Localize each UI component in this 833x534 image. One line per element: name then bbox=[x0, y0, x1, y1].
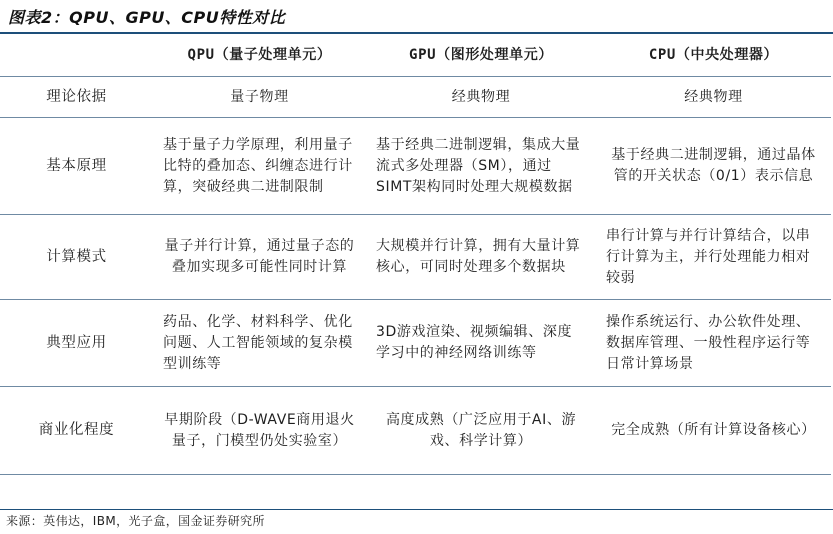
row-label-commercialization: 商业化程度 bbox=[0, 387, 153, 475]
cell-gpu-principle: 基于经典二进制逻辑，集成大量流式多处理器（SM），通过SIMT架构同时处理大规模数据 bbox=[366, 118, 596, 215]
header-qpu: QPU（量子处理单元） bbox=[153, 34, 366, 77]
header-gpu: GPU（图形处理单元） bbox=[366, 34, 596, 77]
header-cpu: CPU（中央处理器） bbox=[596, 34, 831, 77]
header-corner bbox=[0, 34, 153, 77]
source-rule bbox=[0, 509, 833, 510]
row-label-theory: 理论依据 bbox=[0, 77, 153, 118]
cell-cpu-commercialization: 完全成熟（所有计算设备核心） bbox=[596, 387, 831, 475]
cell-qpu-theory: 量子物理 bbox=[153, 77, 366, 118]
cell-qpu-principle: 基于量子力学原理，利用量子比特的叠加态、纠缠态进行计算，突破经典二进制限制 bbox=[153, 118, 366, 215]
cell-cpu-compute-mode: 串行计算与并行计算结合，以串行计算为主，并行处理能力相对较弱 bbox=[596, 215, 831, 300]
row-label-compute-mode: 计算模式 bbox=[0, 215, 153, 300]
figure-title: 图表2：QPU、GPU、CPU特性对比 bbox=[8, 8, 286, 27]
table-header-row bbox=[0, 34, 831, 77]
table-row bbox=[0, 300, 831, 387]
cell-cpu-theory: 经典物理 bbox=[596, 77, 831, 118]
cell-gpu-compute-mode: 大规模并行计算，拥有大量计算核心，可同时处理多个数据块 bbox=[366, 215, 596, 300]
cell-gpu-theory: 经典物理 bbox=[366, 77, 596, 118]
row-label-applications: 典型应用 bbox=[0, 300, 153, 387]
cell-qpu-applications: 药品、化学、材料科学、优化问题、人工智能领域的复杂模型训练等 bbox=[153, 300, 366, 387]
cell-qpu-compute-mode: 量子并行计算，通过量子态的叠加实现多可能性同时计算 bbox=[153, 215, 366, 300]
table-row bbox=[0, 77, 831, 118]
cell-cpu-applications: 操作系统运行、办公软件处理、数据库管理、一般性程序运行等日常计算场景 bbox=[596, 300, 831, 387]
cell-gpu-commercialization: 高度成熟（广泛应用于AI、游戏、科学计算） bbox=[366, 387, 596, 475]
cell-gpu-applications: 3D游戏渲染、视频编辑、深度学习中的神经网络训练等 bbox=[366, 300, 596, 387]
source-note: 来源：英伟达，IBM，光子盒，国金证券研究所 bbox=[6, 514, 265, 528]
table-row bbox=[0, 118, 831, 215]
row-label-principle: 基本原理 bbox=[0, 118, 153, 215]
cell-qpu-commercialization: 早期阶段（D-WAVE商用退火量子，门模型仍处实验室） bbox=[153, 387, 366, 475]
table-row bbox=[0, 215, 831, 300]
comparison-table bbox=[0, 34, 831, 475]
cell-cpu-principle: 基于经典二进制逻辑，通过晶体管的开关状态（0/1）表示信息 bbox=[596, 118, 831, 215]
table-row bbox=[0, 387, 831, 475]
